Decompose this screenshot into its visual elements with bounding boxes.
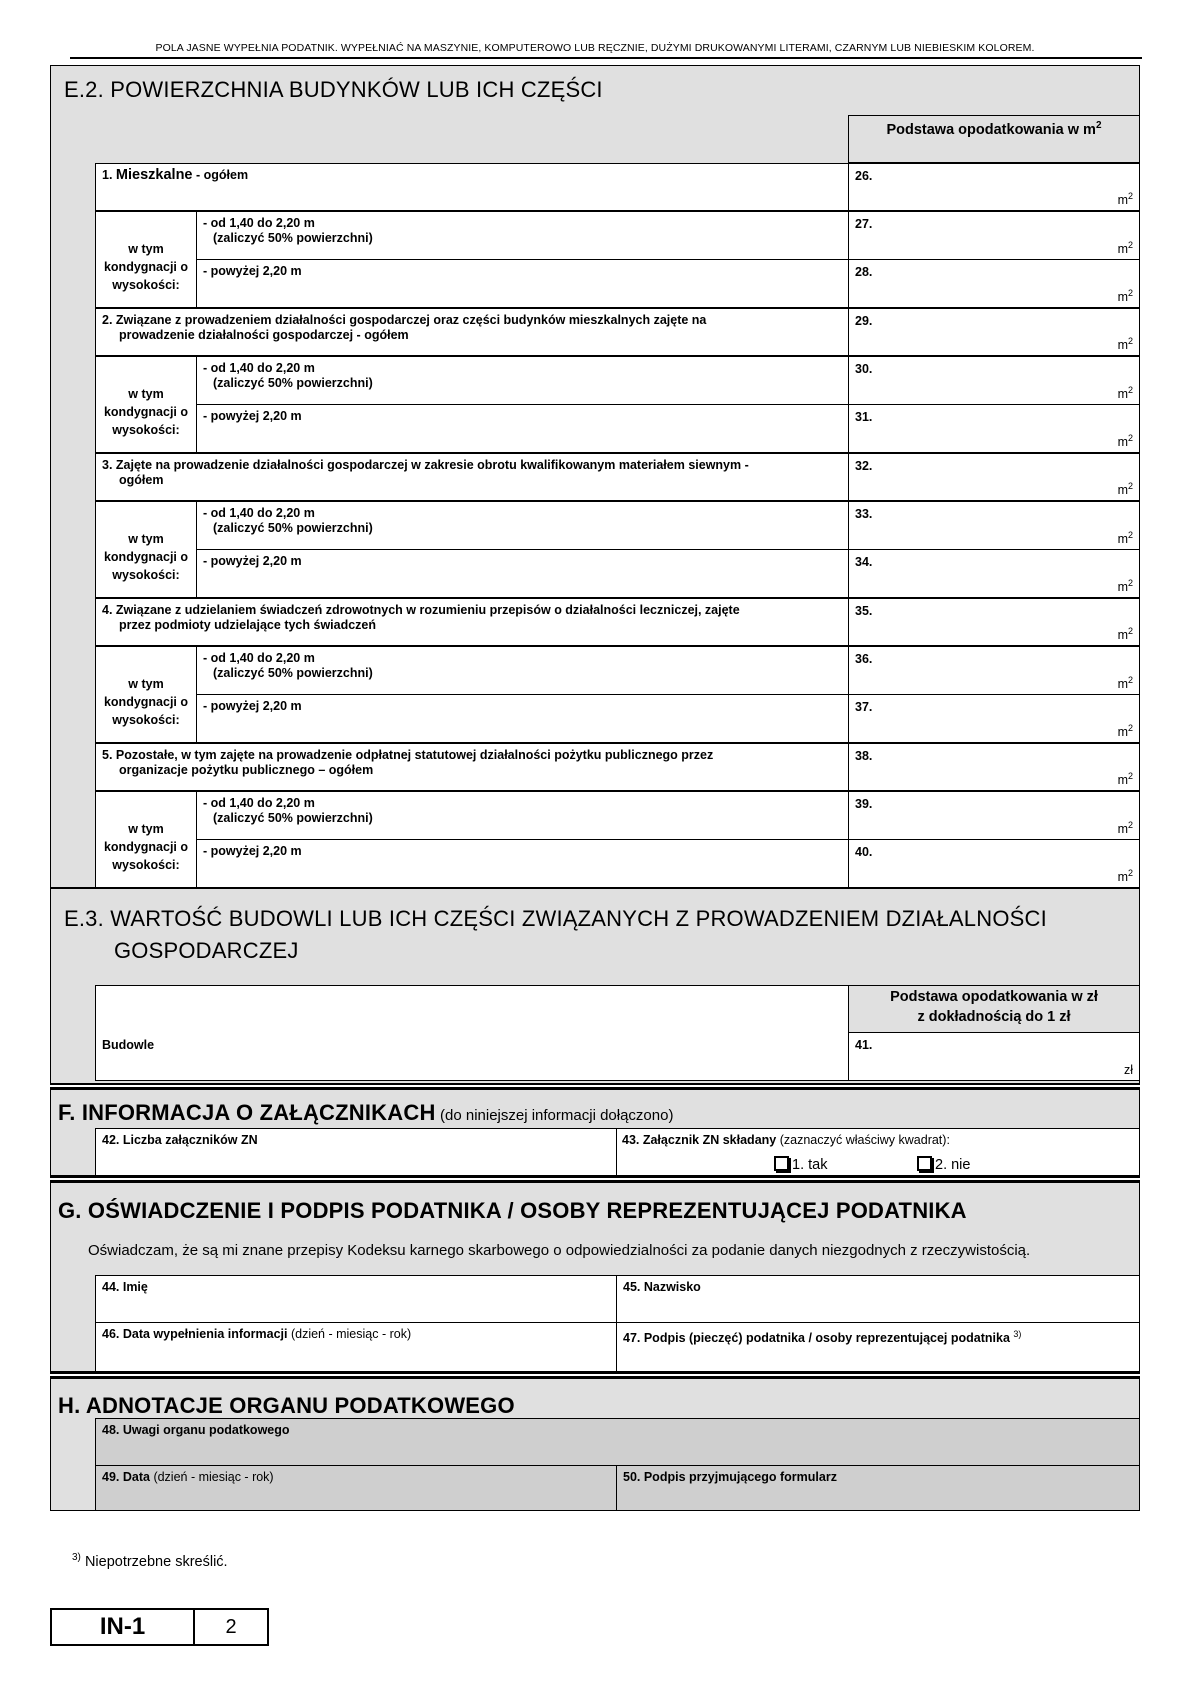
e2-field-b-1-number: 28. <box>855 265 873 279</box>
section-g-statement: Oświadczam, że są mi znane przepisy Kodeksu karnego skarbowego o odpowiedzialności za podanie danych niezgodnych z rzeczywistością. <box>88 1242 1031 1259</box>
form-code-box <box>50 1608 195 1646</box>
e2-field-a-3-unit-sup: 2 <box>1127 529 1133 540</box>
e2-field-a-3-number: 33. <box>855 507 873 521</box>
e2-field-b-1-unit <box>1118 288 1133 304</box>
e2-field-main-4-number: 35. <box>855 604 873 618</box>
footnote-sup: 3) <box>72 1552 81 1563</box>
e2-field-b-2-unit-text: m <box>1117 435 1128 449</box>
e2-field-b-2-unit-sup: 2 <box>1127 432 1133 443</box>
e2-group-1-label-cell <box>95 163 849 211</box>
e2-group-2-number: 2. <box>102 313 113 327</box>
e2-group-4-row-b <box>196 694 849 743</box>
e2-field-a-5-unit <box>1118 820 1133 836</box>
e2-field-b-4-number: 37. <box>855 700 873 714</box>
e2-group-5-title-line2: organizacje pożytku publicznego – ogółem <box>119 763 374 777</box>
e2-field-b-4[interactable] <box>848 694 1140 743</box>
option-yes[interactable] <box>774 1156 827 1173</box>
e2-group-1-row-a-line2: (zaliczyć 50% powierzchni) <box>213 231 373 245</box>
e2-field-a-4-unit-text: m <box>1117 677 1128 691</box>
footnote-text: Niepotrzebne skreślić. <box>84 1553 228 1570</box>
field-49-label-text: 49. Data <box>102 1470 150 1484</box>
e2-field-a-5[interactable] <box>848 791 1140 840</box>
e2-group-4-row-a <box>196 646 849 695</box>
e2-group-1-title-suffix: - ogółem <box>192 168 249 182</box>
e2-group-3-row-a-label <box>197 502 848 536</box>
e2-group-5-row-a-line1: - od 1,40 do 2,20 m <box>203 796 315 810</box>
e2-field-b-3-unit <box>1118 578 1133 594</box>
e2-group-4-label <box>96 599 848 633</box>
e2-group-2-title-line2: prowadzenie działalności gospodarczej - ogółem <box>119 328 409 342</box>
e2-field-main-2[interactable] <box>848 308 1140 356</box>
e2-field-a-2[interactable] <box>848 356 1140 405</box>
e2-group-3-row-b-label: - powyżej 2,20 m <box>203 554 302 568</box>
e2-group-3-label <box>96 454 848 488</box>
e2-group-1-label <box>96 164 848 183</box>
e2-field-a-4[interactable] <box>848 646 1140 695</box>
section-f-title-text: F. INFORMACJA O ZAŁĄCZNIKACH <box>58 1100 436 1125</box>
e2-field-b-3-number: 34. <box>855 555 873 569</box>
top-instruction-note: POLA JASNE WYPEŁNIA PODATNIK. WYPEŁNIAĆ NA MASZYNIE, KOMPUTEROWO LUB RĘCZNIE, DUŻYMI DRUKOWANYMI LITERAMI, CZARNYM LUB NIEBIESKIM KOLOREM. <box>155 42 1035 54</box>
e2-field-a-5-unit-sup: 2 <box>1127 819 1133 830</box>
e2-field-main-2-unit-sup: 2 <box>1127 335 1133 346</box>
e2-field-b-4-unit-sup: 2 <box>1127 722 1133 733</box>
e2-group-3-title-line2: ogółem <box>119 473 164 487</box>
field-41-unit: zł <box>1123 1063 1133 1077</box>
e2-field-a-3-unit-text: m <box>1117 532 1128 546</box>
footnote <box>72 1552 228 1570</box>
e2-group-4-sub-label-line3: wysokości: <box>112 713 180 727</box>
e2-group-4-sub-label <box>95 646 197 743</box>
e2-header-cell <box>848 115 1140 163</box>
e2-group-1-title: Mieszkalne <box>115 167 193 183</box>
field-49-note: (dzień - miesiąc - rok) <box>153 1470 274 1484</box>
e2-header-text: Podstawa opodatkowania w m <box>886 121 1096 138</box>
e2-group-3-sub-label <box>95 501 197 598</box>
e2-field-main-5[interactable] <box>848 743 1140 791</box>
e2-group-5-row-a <box>196 791 849 840</box>
e2-group-2-row-b <box>196 404 849 453</box>
field-46-label <box>96 1323 616 1342</box>
page-number-box <box>193 1608 269 1646</box>
e2-field-a-4-number: 36. <box>855 652 873 666</box>
e2-group-1-row-a <box>196 211 849 260</box>
e2-field-b-5-unit-text: m <box>1117 870 1128 884</box>
e2-field-main-4-unit-text: m <box>1117 628 1128 642</box>
e2-group-2-label-cell <box>95 308 849 356</box>
e2-group-2-row-a-line1: - od 1,40 do 2,20 m <box>203 361 315 375</box>
e2-group-4-title: Związane z udzielaniem świadczeń zdrowotnych w rozumieniu przepisów o działalności leczniczej, zajęte <box>115 603 740 617</box>
e2-group-1-sub-label-line2: kondygnacji o <box>103 260 189 274</box>
e2-group-3-row-b <box>196 549 849 598</box>
e3-label-cell <box>95 985 849 1081</box>
field-43 <box>616 1128 1140 1176</box>
field-49-label <box>96 1466 616 1485</box>
e2-group-1-row-a-label <box>197 212 848 246</box>
field-41[interactable] <box>848 1032 1140 1081</box>
top-rule <box>70 57 1142 59</box>
e2-field-b-2-number: 31. <box>855 410 873 424</box>
e2-field-main-4-unit-sup: 2 <box>1127 625 1133 636</box>
e2-field-a-2-number: 30. <box>855 362 873 376</box>
e2-field-a-2-unit-text: m <box>1117 387 1128 401</box>
e2-group-5-title: Pozostałe, w tym zajęte na prowadzenie odpłatnej statutowej działalności pożytku publicznego przez <box>115 748 714 762</box>
e2-group-5-sub-label-line2: kondygnacji o <box>103 840 189 854</box>
e2-group-4-sub-label-line1: w tym <box>128 677 164 691</box>
e2-group-1-row-b <box>196 259 849 308</box>
e2-field-b-5-number: 40. <box>855 845 873 859</box>
section-f-title <box>58 1100 673 1126</box>
field-47[interactable] <box>616 1322 1140 1372</box>
e2-group-3-title: Zajęte na prowadzenie działalności gospodarczej w zakresie obrotu kwalifikowanym materiałem siewnym - <box>115 458 749 472</box>
e2-group-1-sub-label-line1: w tym <box>128 242 164 256</box>
e2-field-a-3-unit <box>1118 530 1133 546</box>
section-e2-title: E.2. POWIERZCHNIA BUDYNKÓW LUB ICH CZĘŚCI <box>64 77 603 102</box>
e2-field-main-4[interactable] <box>848 598 1140 646</box>
section-f-title-note: (do niniejszej informacji dołączono) <box>440 1107 674 1124</box>
e2-field-a-1-unit-text: m <box>1117 242 1128 256</box>
e2-group-2-title: Związane z prowadzeniem działalności gospodarczej oraz części budynków mieszkalnych zajęte na <box>115 313 707 327</box>
field-50-label: 50. Podpis przyjmującego formularz <box>623 1470 837 1484</box>
e2-field-a-2-unit <box>1118 385 1133 401</box>
e2-field-main-2-unit <box>1118 336 1133 352</box>
field-46-label-text: 46. Data wypełnienia informacji <box>102 1327 288 1341</box>
option-no-label: 2. nie <box>935 1157 971 1173</box>
field-43-label <box>617 1129 1139 1148</box>
checkbox-yes-icon[interactable] <box>774 1156 789 1171</box>
page-number: 2 <box>225 1616 237 1638</box>
e2-group-2-row-a-line2: (zaliczyć 50% powierzchni) <box>213 376 373 390</box>
section-h-title: H. ADNOTACJE ORGANU PODATKOWEGO <box>58 1393 515 1418</box>
e2-header-sup: 2 <box>1095 120 1102 131</box>
e2-group-4-row-a-label <box>197 647 848 681</box>
e2-group-2-sub-label-line2: kondygnacji o <box>103 405 189 419</box>
e2-field-b-1-unit-text: m <box>1117 290 1128 304</box>
e2-field-main-2-unit-text: m <box>1117 338 1128 352</box>
e2-group-2-sub-label <box>95 356 197 453</box>
e2-field-a-4-unit-sup: 2 <box>1127 674 1133 685</box>
e2-group-4-row-a-line1: - od 1,40 do 2,20 m <box>203 651 315 665</box>
e2-group-4-row-a-line2: (zaliczyć 50% powierzchni) <box>213 666 373 680</box>
e2-group-5-number: 5. <box>102 748 113 762</box>
e2-field-b-3[interactable] <box>848 549 1140 598</box>
option-no[interactable] <box>917 1156 970 1173</box>
e2-field-b-1-unit-sup: 2 <box>1127 287 1133 298</box>
e2-field-a-3[interactable] <box>848 501 1140 550</box>
e2-group-5-sub-label-line3: wysokości: <box>112 858 180 872</box>
e2-field-a-5-unit-text: m <box>1117 822 1128 836</box>
e2-field-main-1-unit <box>1118 191 1133 207</box>
e2-field-a-1-number: 27. <box>855 217 873 231</box>
e2-group-4-label-cell <box>95 598 849 646</box>
e2-field-a-1-unit-sup: 2 <box>1127 239 1133 250</box>
field-42-label: 42. Liczba załączników ZN <box>102 1133 258 1147</box>
e2-group-3-number: 3. <box>102 458 113 472</box>
e2-field-b-3-unit-sup: 2 <box>1127 577 1133 588</box>
form-code: IN-1 <box>99 1613 146 1640</box>
section-g-title: G. OŚWIADCZENIE I PODPIS PODATNIKA / OSOBY REPREZENTUJĄCEJ PODATNIKA <box>58 1198 967 1223</box>
e2-field-main-3-unit <box>1118 481 1133 497</box>
field-44[interactable] <box>95 1275 617 1323</box>
e2-group-1-row-a-line1: - od 1,40 do 2,20 m <box>203 216 315 230</box>
e2-field-b-3-unit-text: m <box>1117 580 1128 594</box>
e2-field-main-1-unit-sup: 2 <box>1127 190 1133 201</box>
e3-row-label: Budowle <box>102 1038 155 1052</box>
e2-field-main-3[interactable] <box>848 453 1140 501</box>
field-47-label <box>617 1323 1139 1346</box>
e2-field-a-2-unit-sup: 2 <box>1127 384 1133 395</box>
e2-field-main-4-unit <box>1118 626 1133 642</box>
e2-group-3-row-a-line1: - od 1,40 do 2,20 m <box>203 506 315 520</box>
field-41-number: 41. <box>855 1038 873 1052</box>
e2-group-3-sub-label-line2: kondygnacji o <box>103 550 189 564</box>
checkbox-no-icon[interactable] <box>917 1156 932 1171</box>
e2-group-2-sub-label-line3: wysokości: <box>112 423 180 437</box>
e2-field-a-1-unit <box>1118 240 1133 256</box>
e2-field-main-3-number: 32. <box>855 459 873 473</box>
field-48-label: 48. Uwagi organu podatkowego <box>102 1423 290 1437</box>
e2-field-main-2-number: 29. <box>855 314 873 328</box>
field-45-label: 45. Nazwisko <box>623 1280 701 1294</box>
e2-field-main-1[interactable] <box>848 163 1140 211</box>
field-43-label-text: 43. Załącznik ZN składany <box>622 1133 777 1147</box>
section-e3-title-line1: E.3. WARTOŚĆ BUDOWLI LUB ICH CZĘŚCI ZWIĄZANYCH Z PROWADZENIEM DZIAŁALNOŚCI <box>64 906 1047 931</box>
e2-group-3-row-a-line2: (zaliczyć 50% powierzchni) <box>213 521 373 535</box>
e2-field-b-4-unit-text: m <box>1117 725 1128 739</box>
field-47-label-text: 47. Podpis (pieczęć) podatnika / osoby reprezentującej podatnika <box>623 1331 1010 1346</box>
e2-group-4-sub-label-line2: kondygnacji o <box>103 695 189 709</box>
e2-group-5-sub-label <box>95 791 197 888</box>
e2-group-2-row-a <box>196 356 849 405</box>
e2-field-b-5-unit-sup: 2 <box>1127 867 1133 878</box>
e2-field-b-2-unit <box>1118 433 1133 449</box>
e2-field-b-5[interactable] <box>848 839 1140 888</box>
e2-field-main-1-unit-text: m <box>1117 193 1128 207</box>
e2-group-4-title-line2: przez podmioty udzielające tych świadczeń <box>119 618 377 632</box>
e2-group-2-row-b-label: - powyżej 2,20 m <box>203 409 302 423</box>
e2-group-5-row-b <box>196 839 849 888</box>
e3-header-cell <box>848 985 1140 1033</box>
field-44-label: 44. Imię <box>102 1280 148 1294</box>
e2-group-2-label <box>96 309 848 343</box>
field-48 <box>95 1418 1140 1466</box>
e2-group-1-number: 1. <box>102 168 113 182</box>
e2-field-a-5-number: 39. <box>855 797 873 811</box>
e2-field-a-1[interactable] <box>848 211 1140 260</box>
e2-field-main-3-unit-sup: 2 <box>1127 480 1133 491</box>
e2-field-main-3-unit-text: m <box>1117 483 1128 497</box>
e2-field-b-2[interactable] <box>848 404 1140 453</box>
option-yes-label: 1. tak <box>792 1157 828 1173</box>
e2-field-main-5-unit-text: m <box>1117 773 1128 787</box>
e2-group-3-sub-label-line3: wysokości: <box>112 568 180 582</box>
e2-field-main-5-unit-sup: 2 <box>1127 770 1133 781</box>
field-43-note: (zaznaczyć właściwy kwadrat): <box>779 1133 950 1147</box>
e2-group-1-sub-label <box>95 211 197 308</box>
e2-group-5-sub-label-line1: w tym <box>128 822 164 836</box>
field-42[interactable] <box>95 1128 617 1176</box>
field-45[interactable] <box>616 1275 1140 1323</box>
field-46[interactable] <box>95 1322 617 1372</box>
field-46-note: (dzień - miesiąc - rok) <box>290 1327 412 1341</box>
e2-field-main-5-unit <box>1118 771 1133 787</box>
e2-field-a-4-unit <box>1118 675 1133 691</box>
e2-group-2-sub-label-line1: w tym <box>128 387 164 401</box>
e2-group-4-row-b-label: - powyżej 2,20 m <box>203 699 302 713</box>
e2-group-3-label-cell <box>95 453 849 501</box>
e2-group-3-row-a <box>196 501 849 550</box>
e2-field-b-5-unit <box>1118 868 1133 884</box>
e2-group-4-number: 4. <box>102 603 113 617</box>
e3-header-line1: Podstawa opodatkowania w zł <box>890 989 1098 1005</box>
e3-header-line2: z dokładnością do 1 zł <box>917 1009 1071 1025</box>
section-e3-title-line2: GOSPODARCZEJ <box>114 938 299 963</box>
e2-field-b-1[interactable] <box>848 259 1140 308</box>
e2-group-5-row-a-label <box>197 792 848 826</box>
e2-group-2-row-a-label <box>197 357 848 391</box>
e2-group-5-label-cell <box>95 743 849 791</box>
e2-group-5-row-a-line2: (zaliczyć 50% powierzchni) <box>213 811 373 825</box>
e2-group-5-label <box>96 744 848 778</box>
e2-group-3-sub-label-line1: w tym <box>128 532 164 546</box>
e2-group-1-sub-label-line3: wysokości: <box>112 278 180 292</box>
e2-group-1-row-b-label: - powyżej 2,20 m <box>203 264 302 278</box>
e2-field-b-4-unit <box>1118 723 1133 739</box>
e2-group-5-row-b-label: - powyżej 2,20 m <box>203 844 302 858</box>
e2-field-main-5-number: 38. <box>855 749 873 763</box>
field-47-sup: 3) <box>1013 1329 1022 1339</box>
field-50 <box>616 1465 1140 1511</box>
field-49 <box>95 1465 617 1511</box>
e2-field-main-1-number: 26. <box>855 169 873 183</box>
